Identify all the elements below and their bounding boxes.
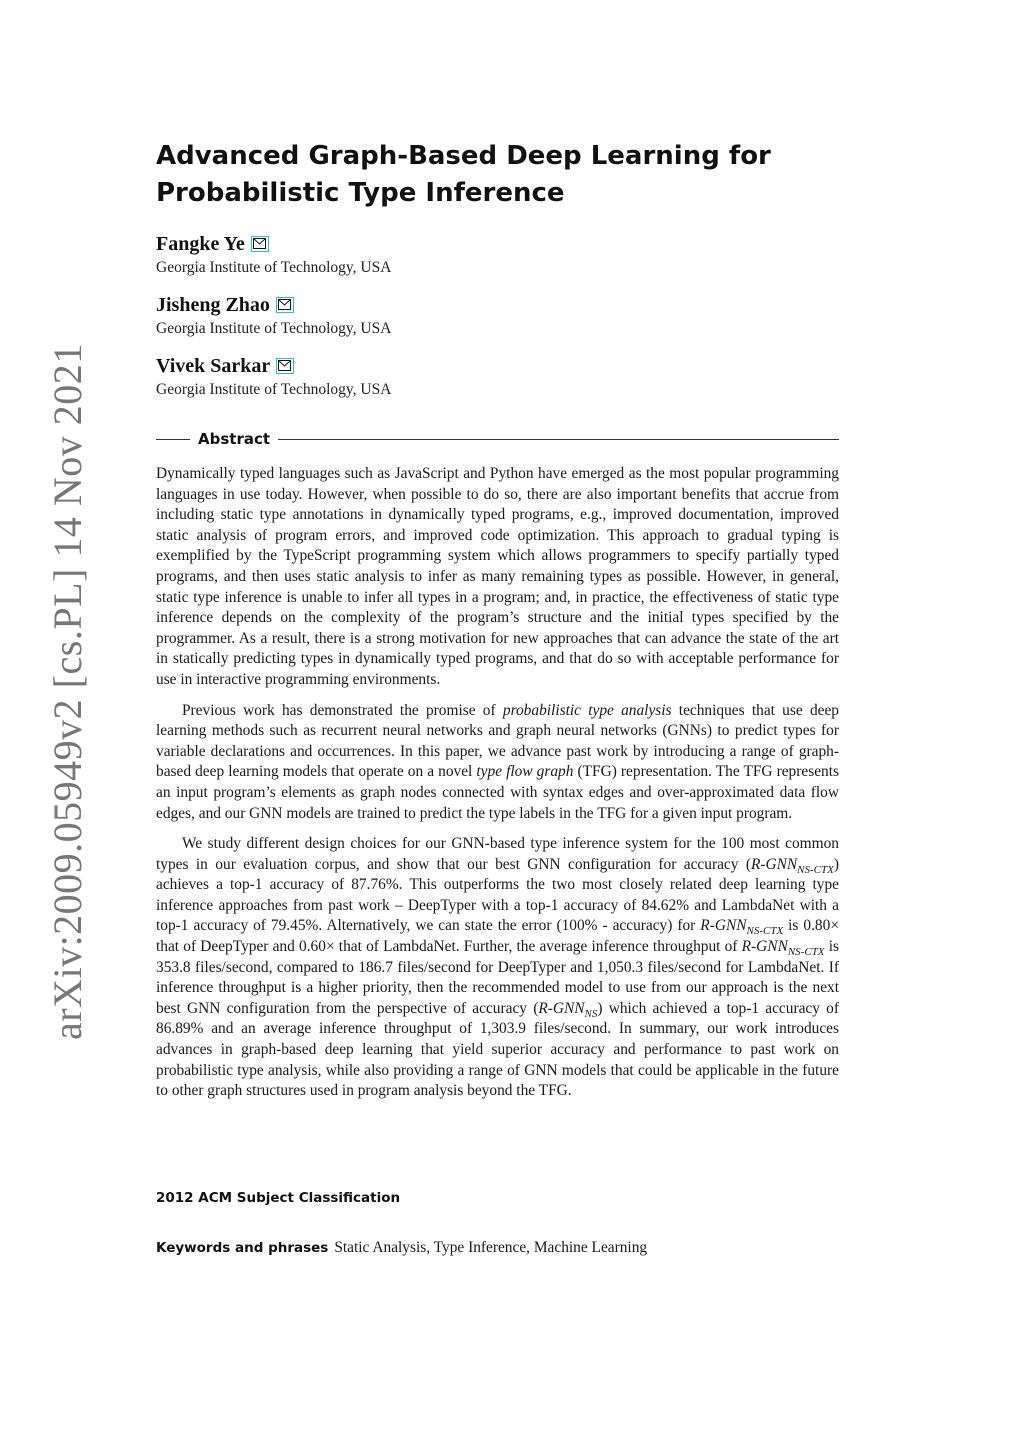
author-affiliation: Georgia Institute of Technology, USA	[156, 320, 392, 337]
rule-left	[156, 439, 190, 440]
title-line-2: Probabilistic Type Inference	[156, 178, 565, 208]
model-name: $R-GNN_{NS-CTX}$	[700, 917, 784, 938]
arxiv-identifier: arXiv:2009.05949v2 [cs.PL] 14 Nov 2021	[45, 343, 90, 1040]
emphasis-text: type flow graph	[476, 763, 574, 781]
abstract-heading: Abstract	[198, 430, 271, 448]
emphasis-text: probabilistic type analysis	[502, 701, 672, 719]
abstract-heading-rule	[156, 428, 839, 450]
model-name: $R-GNN_{NS-CTX}$	[750, 855, 834, 876]
keywords-line	[156, 1238, 647, 1257]
rule-right	[278, 439, 839, 440]
abstract-paragraph-3: We study different design choices for our GNN-based type inference system for the 100 most common types in our evaluation corpus, and show that our best GNN configuration for accuracy $(R-GNN_{NS-CTX})$ achieves a top-1 accuracy of 87.76%. This outperforms the two most closely related deep learning type inference approaches from past work – DeepTyper with a top-1 accuracy of 84.62% and LambdaNet with a top-1 accuracy of 79.45%. Alternatively, we can state the error (100% - accuracy) for $R-GNN_{NS-CTX}$ is 0.80× that of DeepTyper and 0.60× that of LambdaNet. Further, the average inference throughput of $R-GNN_{NS-CTX}$ is 353.8 files/second, compared to 186.7 files/second for DeepTyper and 1,050.3 files/second for LambdaNet. If inference throughput is a higher priority, then the recommended model to use from our approach is the next best GNN configuration from the perspective of accuracy $(R-GNN_{NS})$ which achieved a top-1 accuracy of 86.89% and an average inference throughput of 1,303.9 files/second. In summary, our work introduces advances in graph-based deep learning that yield superior accuracy and performance to past work on probabilistic type analysis, while also providing a range of GNN models that could be applicable in the future to other graph structures used in program analysis beyond the TFG.	[156, 835, 840, 1100]
abstract-body	[156, 464, 839, 1112]
author-name-row	[156, 354, 391, 378]
mail-icon[interactable]	[251, 236, 269, 252]
author-block-1	[156, 232, 391, 278]
author-affiliation: Georgia Institute of Technology, USA	[156, 259, 392, 276]
acm-classification-heading: 2012 ACM Subject Classification	[156, 1190, 401, 1206]
author-name: Fangke Ye	[156, 233, 245, 255]
keywords-text: Static Analysis, Type Inference, Machine Learning	[334, 1239, 648, 1256]
mail-icon[interactable]	[276, 297, 294, 313]
abstract-paragraph-2: Previous work has demonstrated the promise of probabilistic type analysis techniques that use deep learning methods such as recurrent neural networks and graph neural networks (GNNs) to predict types for variable declarations and occurrences. In this paper, we advance past work by introducing a range of graph-based deep learning models that operate on a novel type flow graph (TFG) representation. The TFG represents an input program’s elements as graph nodes connected with syntax edges and over-approximated data flow edges, and our GNN models are trained to predict the type labels in the TFG for a given input program.	[156, 701, 839, 822]
title-line-1: Advanced Graph-Based Deep Learning for	[156, 141, 771, 171]
keywords-label: Keywords and phrases	[156, 1240, 329, 1256]
abstract-paragraph-1: Dynamically typed languages such as JavaScript and Python have emerged as the most popular programming languages in use today. However, when possible to do so, there are also important benefits that accrue from including static type annotations in dynamically typed programs, e.g., improved documentation, improved static analysis of program errors, and improved code optimization. This approach to gradual typing is exemplified by the TypeScript programming system which allows programmers to specify partially typed programs, and then uses static analysis to infer as many remaining types as possible. However, in general, static type inference is unable to infer all types in a program; and, in practice, the effectiveness of static type inference depends on the complexity of the program’s structure and the initial types specified by the programmer. As a result, there is a strong motivation for new approaches that can advance the state of the art in statically predicting types in dynamically typed programs, and that do so with acceptable performance for use in interactive programming environments.	[156, 465, 839, 688]
author-name: Vivek Sarkar	[156, 355, 271, 377]
mail-icon[interactable]	[276, 358, 294, 374]
author-block-3	[156, 354, 391, 400]
author-name-row	[156, 293, 391, 317]
author-affiliation: Georgia Institute of Technology, USA	[156, 381, 392, 398]
paper-title	[156, 138, 839, 212]
author-name: Jisheng Zhao	[156, 294, 270, 316]
model-name: $R-GNN_{NS-CTX}$	[741, 938, 825, 959]
model-name: $R-GNN_{NS}$	[538, 999, 598, 1020]
author-block-2	[156, 293, 391, 339]
author-name-row	[156, 232, 391, 256]
